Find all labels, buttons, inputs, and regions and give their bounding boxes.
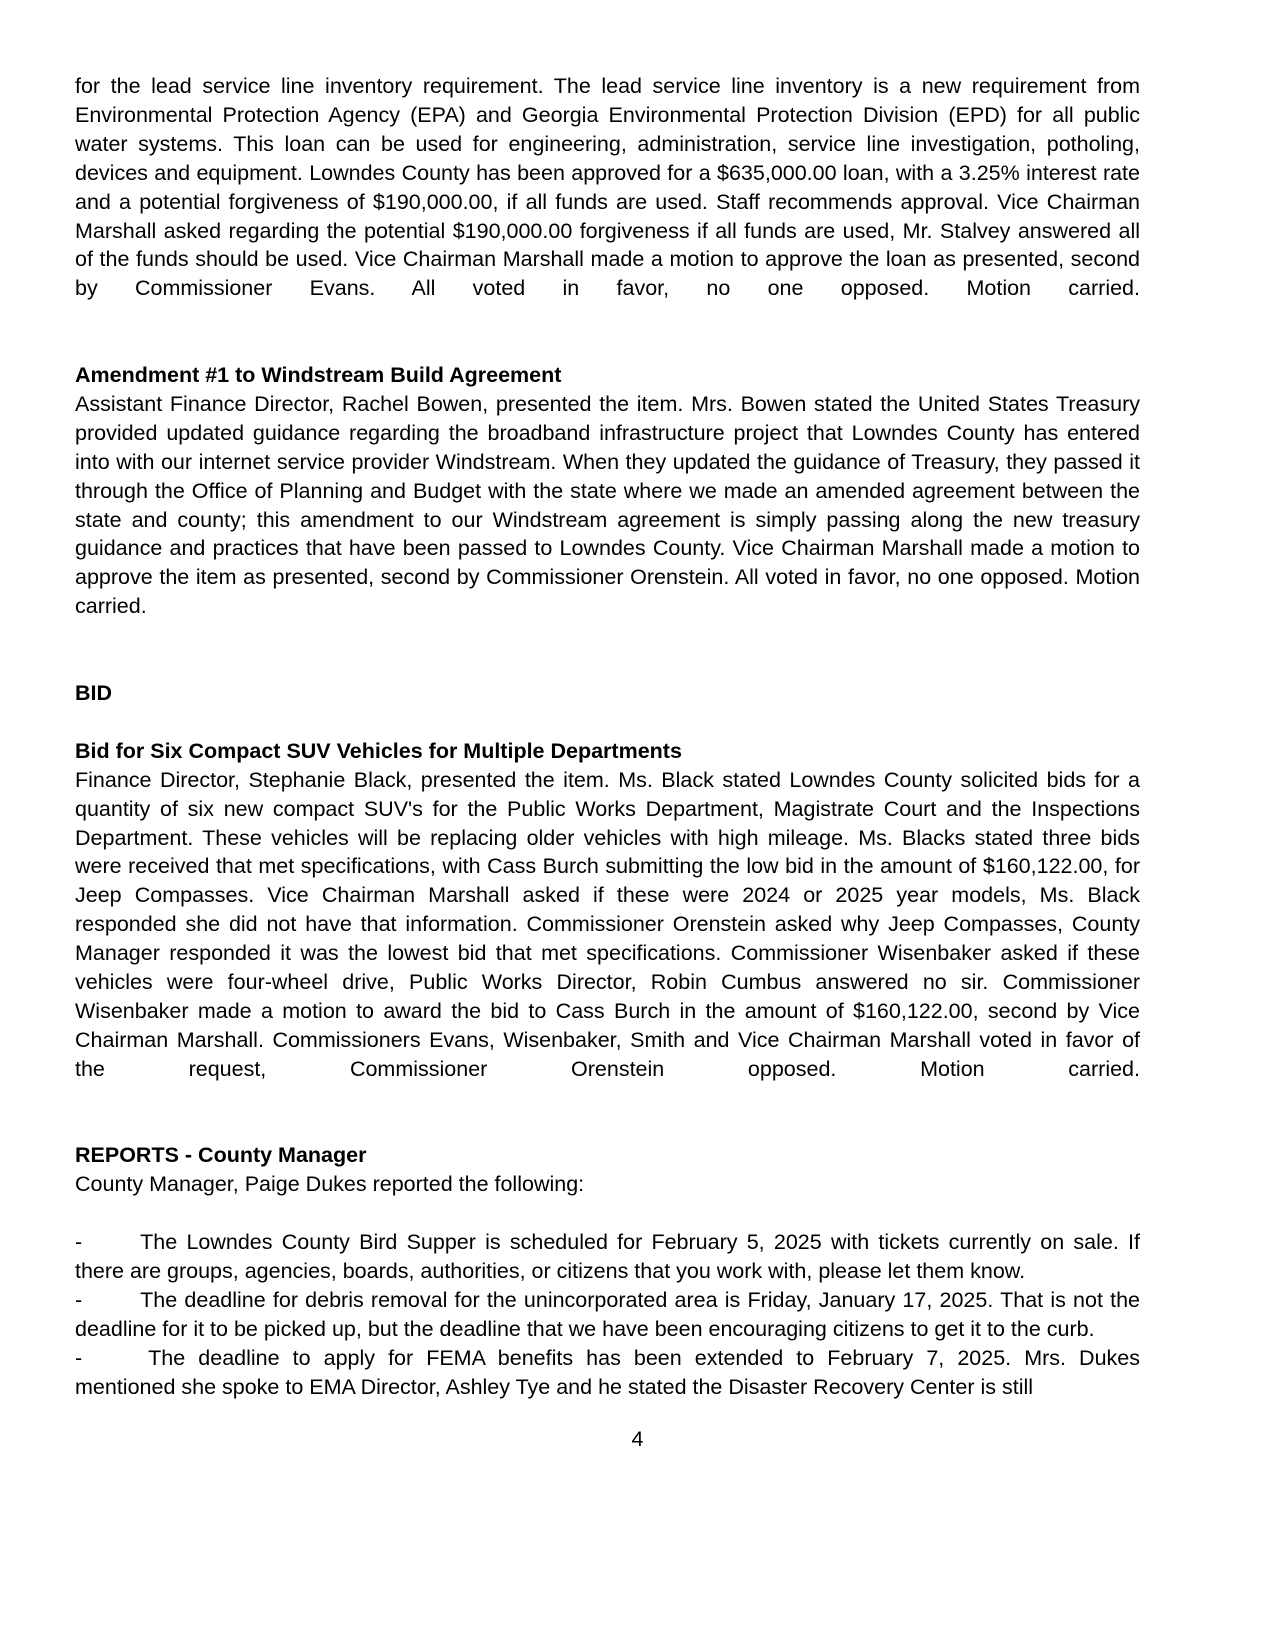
report-bullet-fema xyxy=(75,1344,1140,1402)
document-body xyxy=(75,72,1140,1402)
paragraph-reports-intro: County Manager, Paige Dukes reported the following: xyxy=(75,1172,585,1197)
bullet-marker-icon: - xyxy=(75,1230,83,1255)
heading-bid-six-compact-suv: Bid for Six Compact SUV Vehicles for Multiple Departments xyxy=(75,738,682,763)
report-bullet-debris-removal xyxy=(75,1286,1140,1344)
heading-reports-county-manager: REPORTS - County Manager xyxy=(75,1143,367,1168)
report-bullet-bird-supper-text: The Lowndes County Bird Supper is scheduled for February 5, 2025 with tickets currently on sale. If there are groups, agencies, boards, authorities, or citizens that you work with, please let them know. xyxy=(75,1230,1140,1284)
paragraph-spacer xyxy=(75,650,1140,679)
paragraph-spacer xyxy=(75,1199,1140,1228)
bullet-marker-icon: - xyxy=(75,1345,83,1370)
paragraph-spacer xyxy=(75,708,1140,737)
paragraph-spacer xyxy=(75,332,1140,361)
report-bullet-debris-removal-text: The deadline for debris removal for the unincorporated area is Friday, January 17, 2025. That is not the deadline for it to be picked up, but the deadline that we have been encouraging citizens to get it to the curb. xyxy=(75,1287,1140,1341)
paragraph-spacer xyxy=(75,1113,1140,1142)
page-number: 4 xyxy=(631,1427,644,1451)
report-bullet-bird-supper xyxy=(75,1228,1140,1286)
paragraph-bid-suv-body: Finance Director, Stephanie Black, presented the item. Ms. Black stated Lowndes County solicited bids for a quantity of six new compact SUV's for the Public Works Department, Magistrate Court and the Inspections Department. These vehicles will be replacing older vehicles with high mileage. Ms. Blacks stated three bids were received that met specifications, with Cass Burch submitting the low bid in the amount of $160,122.00, for Jeep Compasses. Vice Chairman Marshall asked if these were 2024 or 2025 year models, Ms. Black responded she did not have that information. Commissioner Orenstein asked why Jeep Compasses, County Manager responded it was the lowest bid that met specifications. Commissioner Wisenbaker asked if these vehicles were four-wheel drive, Public Works Director, Robin Cumbus answered no sir. Commissioner Wisenbaker made a motion to award the bid to Cass Burch in the amount of $160,122.00, second by Vice Chairman Marshall. Commissioners Evans, Wisenbaker, Smith and Vice Chairman Marshall voted in favor of the request, Commissioner Orenstein opposed. Motion carried. xyxy=(75,767,1140,1081)
report-bullet-fema-text: The deadline to apply for FEMA benefits has been extended to February 7, 2025. Mrs. Dukes mentioned she spoke to EMA Director, Ashley Tye and he stated the Disaster Recovery Center is still xyxy=(75,1345,1140,1399)
bullet-marker-icon: - xyxy=(75,1287,83,1312)
paragraph-lead-service-line-continued: for the lead service line inventory requirement. The lead service line inventory is a new requirement from Environmental Protection Agency (EPA) and Georgia Environmental Protection Division (EPD) for all public water systems. This loan can be used for engineering, administration, service line investigation, potholing, devices and equipment. Lowndes County has been approved for a $635,000.00 loan, with a 3.25% interest rate and a potential forgiveness of $190,000.00, if all funds are used. Staff recommends approval. Vice Chairman Marshall asked regarding the potential $190,000.00 forgiveness if all funds are used, Mr. Stalvey answered all of the funds should be used. Vice Chairman Marshall made a motion to approve the loan as presented, second by Commissioner Evans. All voted in favor, no one opposed. Motion carried. xyxy=(75,74,1140,301)
paragraph-windstream-amendment-body: Assistant Finance Director, Rachel Bowen, presented the item. Mrs. Bowen stated the United States Treasury provided updated guidance regarding the broadband infrastructure project that Lowndes County has entered into with our internet service provider Windstream. When they updated the guidance of Treasury, they passed it through the Office of Planning and Budget with the state where we made an amended agreement between the state and county; this amendment to our Windstream agreement is simply passing along the new treasury guidance and practices that have been passed to Lowndes County. Vice Chairman Marshall made a motion to approve the item as presented, second by Commissioner Orenstein. All voted in favor, no one opposed. Motion carried. xyxy=(75,391,1140,619)
section-label-bid: BID xyxy=(75,681,113,705)
heading-windstream-amendment: Amendment #1 to Windstream Build Agreement xyxy=(75,363,562,388)
